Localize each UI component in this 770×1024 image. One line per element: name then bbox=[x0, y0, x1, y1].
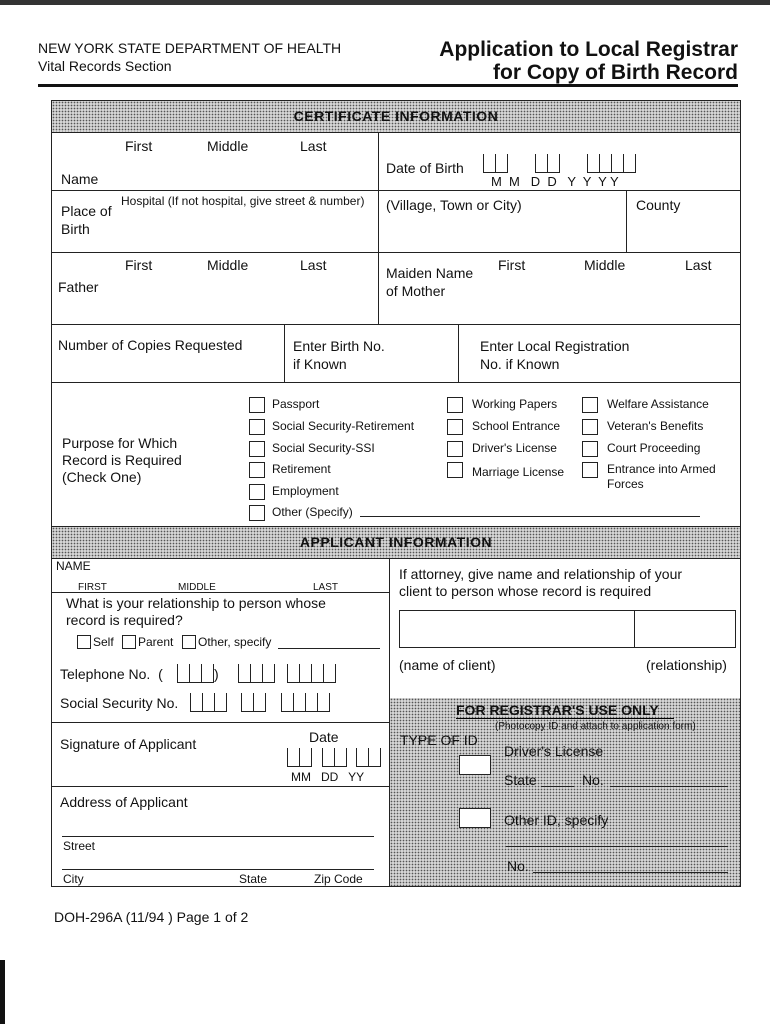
relationship-other-line[interactable] bbox=[278, 648, 380, 649]
applicant-first-label: FIRST bbox=[78, 582, 107, 593]
purpose-passport-checkbox[interactable] bbox=[249, 397, 265, 413]
id-state-label: State bbox=[504, 772, 537, 788]
other-id-number-line[interactable] bbox=[533, 872, 728, 873]
father-first-label: First bbox=[125, 257, 153, 273]
purpose-retirement-label: Retirement bbox=[272, 462, 331, 476]
purpose-school-checkbox[interactable] bbox=[447, 419, 463, 435]
applicant-banner bbox=[52, 527, 740, 558]
form-title-line2: for Copy of Birth Record bbox=[493, 61, 738, 84]
applicant-banner-label: APPLICANT INFORMATION bbox=[299, 534, 493, 550]
mother-first-label: First bbox=[498, 257, 526, 273]
client-relationship-field[interactable] bbox=[634, 610, 736, 648]
other-id-number-label: No. bbox=[507, 858, 529, 874]
hospital-label: Hospital (If not hospital, give street & number) bbox=[121, 194, 365, 208]
id-state-line[interactable] bbox=[541, 786, 574, 787]
purpose-ss-ssi-label: Social Security-SSI bbox=[272, 441, 375, 455]
copies-label: Number of Copies Requested bbox=[58, 337, 243, 353]
client-name-label: (name of client) bbox=[399, 657, 496, 673]
purpose-retirement-checkbox[interactable] bbox=[249, 462, 265, 478]
other-id-line[interactable] bbox=[506, 846, 728, 847]
date-day-boxes[interactable] bbox=[322, 748, 347, 767]
date-year-boxes[interactable] bbox=[356, 748, 381, 767]
purpose-court-label: Court Proceeding bbox=[607, 441, 701, 455]
village-label: (Village, Town or City) bbox=[386, 197, 522, 213]
purpose-welfare-checkbox[interactable] bbox=[582, 397, 598, 413]
city-label: City bbox=[63, 872, 84, 886]
applicant-name-label: NAME bbox=[56, 559, 91, 573]
applicant-last-label: LAST bbox=[313, 582, 339, 593]
telephone-area-boxes[interactable] bbox=[177, 664, 214, 683]
telephone-prefix-boxes[interactable] bbox=[238, 664, 275, 683]
mother-last-label: Last bbox=[685, 257, 712, 273]
state-label: State bbox=[239, 872, 268, 886]
applicant-middle-label: MIDDLE bbox=[178, 582, 216, 593]
signature-label: Signature of Applicant bbox=[60, 736, 197, 752]
telephone-label: Telephone No. ( bbox=[60, 666, 163, 682]
purpose-other-line[interactable] bbox=[360, 516, 700, 517]
father-label: Father bbox=[58, 279, 99, 295]
relationship-parent-label: Parent bbox=[138, 635, 174, 649]
relationship-self-checkbox[interactable] bbox=[77, 635, 91, 649]
local-registration-label: Enter Local Registration No. if Known bbox=[480, 338, 630, 372]
section-name: Vital Records Section bbox=[38, 58, 172, 74]
place-of-birth-label: Place of Birth bbox=[61, 203, 112, 237]
purpose-other-checkbox[interactable] bbox=[249, 505, 265, 521]
purpose-employment-label: Employment bbox=[272, 484, 339, 498]
purpose-ss-retirement-label: Social Security-Retirement bbox=[272, 419, 415, 433]
purpose-school-label: School Entrance bbox=[472, 419, 561, 433]
dob-label: Date of Birth bbox=[386, 160, 464, 176]
relationship-parent-checkbox[interactable] bbox=[122, 635, 136, 649]
purpose-armed-forces-checkbox[interactable] bbox=[582, 462, 598, 478]
attorney-instructions: If attorney, give name and relationship of your client to person whose record is required bbox=[399, 566, 683, 599]
purpose-welfare-label: Welfare Assistance bbox=[607, 397, 709, 411]
address-label: Address of Applicant bbox=[60, 794, 188, 810]
department-name: NEW YORK STATE DEPARTMENT OF HEALTH bbox=[38, 40, 342, 56]
drivers-license-id-checkbox[interactable] bbox=[459, 755, 491, 775]
date-month-boxes[interactable] bbox=[287, 748, 312, 767]
ssn-label: Social Security No. bbox=[60, 695, 179, 711]
birth-number-label: Enter Birth No. if Known bbox=[293, 338, 385, 372]
child-name-label: Name bbox=[61, 171, 99, 187]
ssn-area-boxes[interactable] bbox=[190, 693, 227, 712]
purpose-label: Purpose for Which Record is Required (Check One) bbox=[62, 435, 182, 485]
relationship-other-label: Other, specify bbox=[198, 635, 272, 649]
drivers-license-id-label: Driver's License bbox=[504, 743, 604, 759]
purpose-marriage-checkbox[interactable] bbox=[447, 462, 463, 478]
telephone-line-boxes[interactable] bbox=[287, 664, 336, 683]
dob-day-boxes[interactable] bbox=[535, 154, 560, 173]
purpose-working-papers-label: Working Papers bbox=[472, 397, 558, 411]
other-id-checkbox[interactable] bbox=[459, 808, 491, 828]
ssn-group-boxes[interactable] bbox=[241, 693, 266, 712]
purpose-passport-label: Passport bbox=[272, 397, 320, 411]
purpose-working-papers-checkbox[interactable] bbox=[447, 397, 463, 413]
city-line[interactable] bbox=[62, 869, 374, 870]
relationship-other-checkbox[interactable] bbox=[182, 635, 196, 649]
date-label: Date bbox=[309, 729, 339, 745]
form-title-line1: Application to Local Registrar bbox=[439, 38, 738, 61]
header-rule bbox=[38, 84, 738, 87]
child-first-label: First bbox=[125, 138, 153, 154]
other-id-label: Other ID, specify bbox=[504, 812, 609, 828]
purpose-armed-forces-label: Entrance into Armed Forces bbox=[607, 462, 716, 491]
mother-maiden-label: Maiden Name of Mother bbox=[386, 265, 474, 299]
dob-mask: M M D D Y Y Y Y bbox=[491, 174, 619, 189]
purpose-marriage-label: Marriage License bbox=[472, 465, 565, 479]
street-line[interactable] bbox=[62, 836, 374, 837]
purpose-ss-ssi-checkbox[interactable] bbox=[249, 441, 265, 457]
purpose-drivers-license-checkbox[interactable] bbox=[447, 441, 463, 457]
purpose-veterans-label: Veteran's Benefits bbox=[607, 419, 704, 433]
purpose-veterans-checkbox[interactable] bbox=[582, 419, 598, 435]
mother-middle-label: Middle bbox=[584, 257, 626, 273]
purpose-ss-retirement-checkbox[interactable] bbox=[249, 419, 265, 435]
street-label: Street bbox=[63, 839, 96, 853]
id-number-line[interactable] bbox=[610, 786, 728, 787]
certificate-banner-label: CERTIFICATE INFORMATION bbox=[293, 108, 499, 124]
dob-month-boxes[interactable] bbox=[483, 154, 508, 173]
father-last-label: Last bbox=[300, 257, 327, 273]
type-of-id-label: TYPE OF ID bbox=[400, 732, 478, 748]
zip-label: Zip Code bbox=[314, 872, 363, 886]
father-middle-label: Middle bbox=[207, 257, 249, 273]
registrar-title: FOR REGISTRAR'S USE ONLY bbox=[456, 702, 659, 718]
county-label: County bbox=[636, 197, 681, 213]
certificate-banner bbox=[52, 101, 740, 132]
dob-year-boxes[interactable] bbox=[587, 154, 636, 173]
purpose-drivers-license-label: Driver's License bbox=[472, 441, 557, 455]
purpose-other-label: Other (Specify) bbox=[272, 505, 353, 519]
client-name-field[interactable] bbox=[399, 610, 636, 648]
child-last-label: Last bbox=[300, 138, 327, 154]
form-number: DOH-296A (11/94 ) Page 1 of 2 bbox=[54, 909, 249, 925]
client-relationship-label: (relationship) bbox=[646, 657, 727, 673]
relationship-question: What is your relationship to person whose record is required? bbox=[66, 595, 326, 628]
registrar-note: (Photocopy ID and attach to application form) bbox=[495, 721, 696, 732]
relationship-self-label: Self bbox=[93, 635, 114, 649]
scan-left-edge bbox=[0, 960, 5, 1024]
ssn-serial-boxes[interactable] bbox=[281, 693, 330, 712]
telephone-paren-close: ) bbox=[214, 666, 219, 682]
scan-top-edge bbox=[0, 0, 770, 5]
date-mask: MM DD YY bbox=[291, 770, 365, 784]
id-number-label: No. bbox=[582, 772, 604, 788]
purpose-court-checkbox[interactable] bbox=[582, 441, 598, 457]
child-middle-label: Middle bbox=[207, 138, 249, 154]
purpose-employment-checkbox[interactable] bbox=[249, 484, 265, 500]
